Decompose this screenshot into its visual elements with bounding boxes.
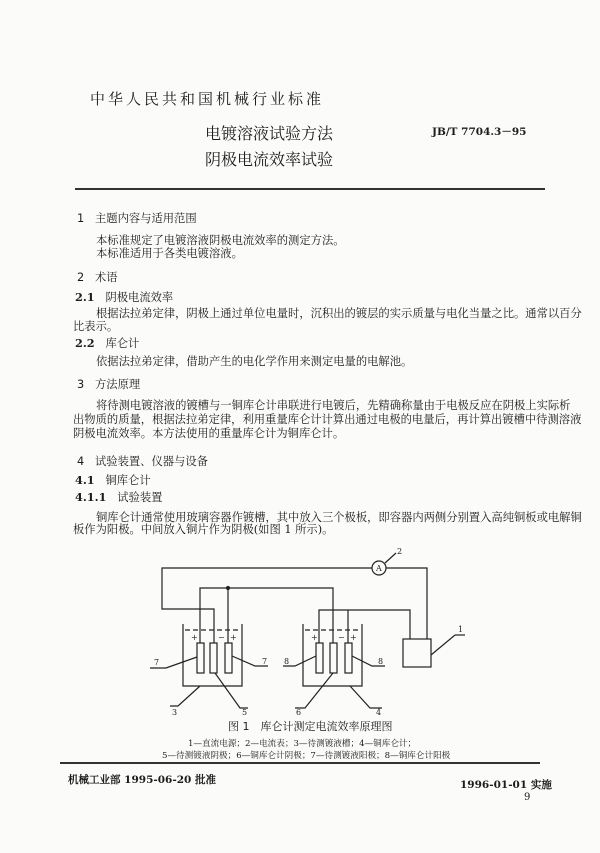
electrode-anode [197,643,204,673]
document-title-line1: 电镀溶液试验方法 [205,124,334,143]
label-8: 8 [284,657,290,666]
wire-ammeter-to-supply [386,568,427,639]
paragraph-line: 铜库仑计通常使用玻璃容器作镀槽，其中放入三个极板，即容器内两侧分别置入高纯铜板或电解铜 [96,511,582,524]
wire-main-loop [162,568,372,643]
section-1-heading: 1 主题内容与适用范围 [77,212,197,225]
wire-junction [227,587,230,590]
approval-info: 机械工业部 1995-06-20 批准 [68,774,216,786]
paragraph-line: 依据法拉弟定律，借助产生的电化学作用来测定电量的电解池。 [96,355,413,368]
section-4-heading: 4 试验装置、仪器与设备 [77,455,208,468]
paragraph-line: 本标准规定了电镀溶液阴极电流效率的测定方法。 [96,234,345,247]
standard-code: JB/T 7704.3－95 [432,126,527,138]
paragraph-line: 根据法拉弟定律，阴极上通过单位电量时，沉积出的镀层的实示质量与电化当量之比。通常以百分 [96,307,582,320]
paragraph-line: 比表示。 [73,320,119,333]
minus-sign: − [338,633,345,642]
label-1: 1 [458,625,464,634]
issuing-organization: 中华人民共和国机械行业标准 [90,90,325,108]
paragraph-line: 板作为阳极。中间放入铜片作为阴极(如图 1 所示)。 [73,523,334,536]
electrode-anode [225,643,232,673]
dc-power-supply [403,639,431,667]
footer-divider [60,762,540,764]
figure-legend-line1: 1—直流电源；2—电流表；3—待测镀液槽；4—铜库仑计； [188,739,417,749]
figure-legend-line2: 5—待测镀液阴极；6—铜库仑计阴极；7—待测镀液阳极；8—铜库仑计阳极 [162,751,451,761]
label-7: 7 [154,658,160,667]
leader-1 [431,635,455,655]
section-4-1-1-heading: 4.1.1 试验装置 [75,490,163,504]
label-5: 5 [242,708,248,717]
label-6: 6 [296,708,302,717]
electrode-cathode [210,643,217,673]
ammeter-leader [385,553,396,563]
leader-3 [170,686,200,706]
section-2-heading: 2 术语 [77,271,118,284]
section-2-1-heading: 2.1 阴极电流效率 [75,290,174,304]
plus-sign: + [191,633,198,642]
section-4-1-heading: 4.1 铜库仑计 [75,473,151,487]
label-3: 3 [172,708,178,717]
paragraph-line: 本标准适用于各类电镀溶液。 [96,247,243,260]
plus-sign: + [230,633,237,642]
implementation-date: 1996-01-01 实施 [460,779,552,791]
plus-sign: + [311,633,318,642]
paragraph-line: 出物质的质量，根据法拉弟定律，利用重量库仑计计算出通过电极的电量后，再计算出镀槽中待测溶液 [73,413,582,426]
electrode-anode [316,643,323,673]
leader-4 [350,686,382,708]
leader-6 [295,673,333,708]
page-number: 9 [524,792,531,803]
electrode-anode [345,643,352,673]
section-3-heading: 3 方法原理 [77,378,141,391]
leader-5 [215,673,248,708]
electrode-cathode [330,643,337,673]
document-title-line2: 阴极电流效率试验 [205,150,334,169]
minus-sign: − [218,633,225,642]
section-2-2-heading: 2.2 库仑计 [75,336,140,350]
label-7: 7 [262,657,268,666]
paragraph-line: 阴极电流效率。本方法使用的重量库仑计为铜库仑计。 [73,427,345,440]
paragraph-line: 将待测电镀溶液的镀槽与一铜库仑计串联进行电镀后，先精确称量由于电极反应在阴极上实际析 [96,399,571,412]
ammeter-symbol: A [376,564,382,573]
label-4: 4 [376,708,382,717]
label-2: 2 [397,547,403,556]
label-8: 8 [378,657,384,666]
plus-sign: + [350,633,357,642]
figure-caption: 图 1 库仑计测定电流效率原理图 [228,720,393,733]
